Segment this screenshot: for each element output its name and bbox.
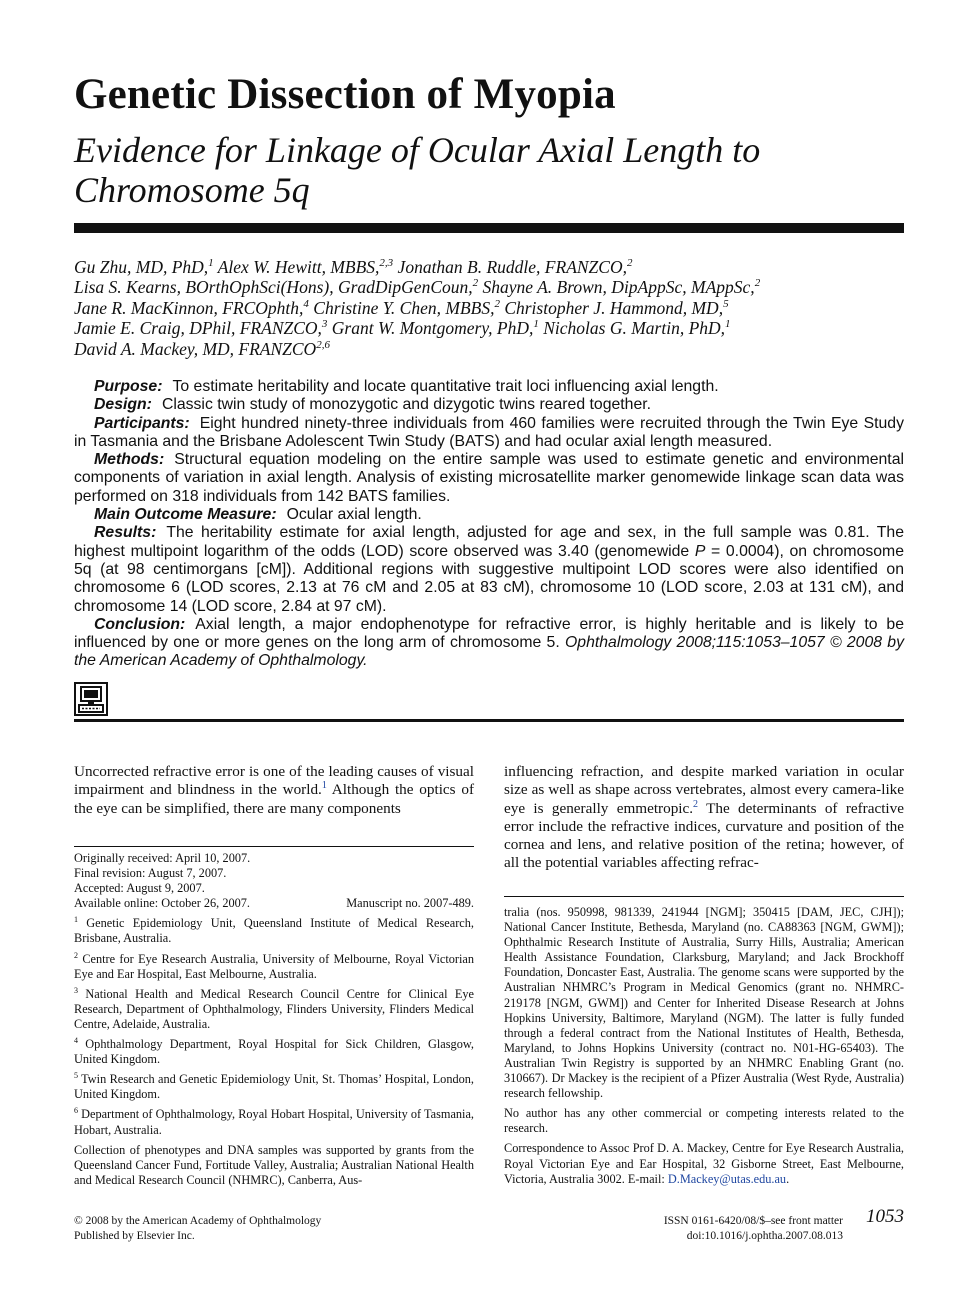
author-affiliation-marker: 2,6 [316,338,330,351]
date-received: Originally received: April 10, 2007. [74,851,251,865]
affiliation-item [74,952,474,982]
results-label: Results: [94,524,157,542]
article-title: Genetic Dissection of Myopia [74,71,616,118]
affiliation-number: 2 [74,950,78,960]
results-text-b: = 0.0004), on chromosome 5q (at 98 centimorgans [cM]). Additional regions with suggestive multipoint LOD scores were also identified on chromosome 6 (LOD scores, 2.13 at 76 cM and 2.05 at 83 cM), chromosome 10 (LOD score, 2.03 at 131 cM), and chromosome 14 (LOD score, 2.84 at 97 cM). [74,542,905,615]
conflict-statement: No author has any other commercial or competing interests related to the research. [504,1106,904,1136]
affiliation-text: Twin Research and Genetic Epidemiology Unit, St. Thomas’ Hospital, London, United Kingdom. [74,1072,474,1102]
author-affiliation-marker: 3 [321,318,328,331]
intro-text-c: influencing refraction, and despite marked variation in ocular size as well as shape across vertebrates, almost every camera-like eye is generally emmetropic. [504,763,904,817]
author-affiliation-marker: 1 [725,318,731,331]
reference-1[interactable]: 1 [321,780,327,792]
intro-text-a: Uncorrected refractive error is one of the leading causes of visual impairment and blindness in the world. [74,763,474,799]
abstract-design [74,396,904,414]
author-affiliation-marker: 1 [208,257,214,270]
author-name: Jonathan B. Ruddle, FRANZCO, [397,257,627,277]
affiliation-number: 5 [74,1071,78,1081]
intro-text-b: Although the optics of the eye can be simplified, there are many components [74,781,474,817]
affiliation-text: Department of Ophthalmology, Royal Hobart Hospital, University of Tasmania, Hobart, Australia. [74,1107,474,1137]
article-subtitle: Evidence for Linkage of Ocular Axial Length to Chromosome 5q [74,130,761,210]
results-text-a: The heritability estimate for axial length, adjusted for age and sex, in the full sample was 0.81. The highest multipoint logarithm of the odds (LOD) score observed was 3.40 (genomewide [74,524,904,560]
abstract-outcome [74,506,904,524]
doi[interactable]: doi:10.1016/j.ophtha.2007.08.013 [686,1229,843,1242]
participants-label: Participants: [94,414,190,432]
methods-text: Structural equation modeling on the entire sample was used to estimate genetic and environmental components of variation in axial length. Analysis of existing microsatellite marker genomewide linkage scan data was performed on 318 individuals from 142 BATS families. [74,451,904,505]
body-column-left [74,763,474,818]
article-dates [74,851,474,911]
footnote-rule-right [504,896,904,897]
affiliation-item [74,1072,474,1102]
author-name: David A. Mackey, MD, FRANZCO [74,338,317,359]
author-affiliation-marker: 4 [303,297,309,310]
author-name: Christine Y. Chen, MBBS, [313,297,495,318]
abstract-results [74,524,904,615]
author-affiliation-marker: 2,3 [379,257,394,270]
affiliation-list [74,916,474,1137]
affiliation-text: National Health and Medical Research Council Centre for Clinical Eye Research, Department of Ophthalmology, Flinders University, Flinders Medical Centre, Adelaide, Australia. [74,986,474,1031]
author-affiliation-marker: 2 [472,277,479,290]
funding-text-b: tralia (nos. 950998, 981339, 241944 [NGM]; 350415 [DAM, JEC, CJH]); National Cancer Institute, Bethesda, Maryland (no. CA88363 [NGM, GWM]); Ophthalmic Research Institute of Australia, Surry Hills, Australia; American Health Assistance Foundation, Clarksburg, Maryland; and Jack Brockhoff Foundation, Doncaster East, Australia. The genome scans were supported by the Australian NHMRC’s Program in Medical Genomics (grant no. NHMRC-219178 [NGM, GWM]) and Center for Inherited Disease Research at Johns Hopkins University, Baltimore, Maryland (NGM). The latter is fully funded through a federal contract from the National Institutes of Health, Bethesda, Maryland, to Johns Hopkins University (contract no. N01-HG-65403). The Australian Twin Registry is supported by an NHMRC Enabling Grant (no. 310667). Dr Mackey is the recipient of a Pfizer Australia (West Ryde, Australia) research fellowship. [504,905,904,1101]
copyright: © 2008 by the American Academy of Ophthalmology [74,1215,322,1227]
purpose-label: Purpose: [94,378,163,395]
date-revision: Final revision: August 7, 2007. [74,866,227,881]
author-affiliation-marker: 1 [533,318,539,331]
affiliation-text: Genetic Epidemiology Unit, Queensland Institute of Medical Research, Brisbane, Australia. [74,916,474,946]
author-affiliation-marker: 5 [723,297,729,310]
date-online: Available online: October 26, 2007. Manuscript no. 2007-489. [74,896,474,911]
conclusion-citation: Ophthalmology 2008;115:1053–1057 © 2008 by the American Academy of Ophthalmology. [74,634,904,670]
participants-text: Eight hundred ninety-three individuals from 460 families were recruited through the Twin Eye Study in Tasmania and the Brisbane Adolescent Twin Study (BATS) and had ocular axial length measured. [74,414,904,450]
outcome-text: Ocular axial length. [286,506,422,524]
author-affiliation-marker: 2 [626,257,633,270]
affiliation-number: 6 [74,1106,78,1116]
conclusion-text: Axial length, a major endophenotype for refractive error, is highly heritable and is likely to be influenced by one or more genes on the long arm of chromosome 5. [74,615,904,652]
correspondence: Correspondence to Assoc Prof D. A. Mackey, Centre for Eye Research Australia, Royal Victorian Eye and Ear Hospital, 32 Gisborne Street, East Melbourne, Victoria, Australia 3002. E-mail: D.Mackey@utas.edu.au. [504,1141,904,1186]
author-list [74,257,904,359]
abstract-rule [74,719,904,722]
footnotes-right [504,905,904,1192]
abstract [74,378,904,671]
affiliation-item [74,987,474,1032]
author-name: Alex W. Hewitt, MBBS, [217,257,380,277]
methods-label: Methods: [94,451,165,469]
conclusion-label: Conclusion: [94,615,186,633]
affiliation-number: 1 [74,915,78,925]
reference-2[interactable]: 2 [693,798,699,810]
footer-left [74,1214,321,1244]
author-name: Jane R. MacKinnon, FRCOphth, [74,297,304,318]
page-number: 1053 [866,1206,904,1227]
affiliation-item [74,1107,474,1137]
body-column-right [504,763,904,873]
affiliation-item [74,1037,474,1067]
affiliation-item [74,916,474,946]
computer-icon [74,682,108,716]
author-name: Christopher J. Hammond, MD, [504,297,724,318]
author-affiliation-marker: 2 [494,297,500,310]
author-name: Jamie E. Craig, DPhil, FRANZCO, [74,318,322,339]
email-link[interactable]: D.Mackey@utas.edu.au [667,1171,787,1186]
header-rule [74,223,904,233]
outcome-label: Main Outcome Measure: [94,506,277,524]
author-name: Gu Zhu, MD, PhD, [74,257,209,277]
footnotes-left [74,851,474,1193]
author-name: Grant W. Montgomery, PhD, [331,318,534,339]
footnote-rule-left [74,846,474,847]
purpose-text: To estimate heritability and locate quantitative trait loci influencing axial length. [172,378,719,395]
design-label: Design: [94,396,152,414]
intro-text-d: The determinants of refractive error include the refractive indices, curvature and position of the cornea and lens, and relative position of the retina; however, of all the potential variables affecting refrac- [504,799,904,872]
funding-text-a: Collection of phenotypes and DNA samples was supported by grants from the Queensland Cancer Fund, Fortitude Valley, Australia; Australian National Health and Medical Research Council (NHMRC), Canberra, Aus- [74,1142,474,1187]
author-affiliation-marker: 2 [754,277,761,290]
abstract-conclusion [74,616,904,671]
affiliation-number: 4 [74,1035,78,1045]
author-name: Lisa S. Kearns, BOrthOphSci(Hons), GradDipGenCoun, [74,277,473,298]
p-value-label: P [694,542,706,560]
manuscript-number: Manuscript no. 2007-489. [346,896,474,911]
footer-right [620,1214,843,1244]
author-name: Shayne A. Brown, DipAppSc, MAppSc, [482,277,755,298]
abstract-purpose [74,378,904,396]
publisher: Published by Elsevier Inc. [74,1229,195,1242]
abstract-methods [74,451,904,506]
affiliation-text: Ophthalmology Department, Royal Hospital for Sick Children, Glasgow, United Kingdom. [74,1037,474,1067]
design-text: Classic twin study of monozygotic and dizygotic twins reared together. [161,396,652,414]
author-name: Nicholas G. Martin, PhD, [543,318,726,339]
abstract-participants [74,415,904,452]
date-accepted: Accepted: August 9, 2007. [74,881,205,896]
affiliation-text: Centre for Eye Research Australia, University of Melbourne, Royal Victorian Eye and Ear Hospital, East Melbourne, Australia. [74,951,474,981]
affiliation-number: 3 [74,985,78,995]
issn: ISSN 0161-6420/08/$–see front matter [663,1215,843,1227]
